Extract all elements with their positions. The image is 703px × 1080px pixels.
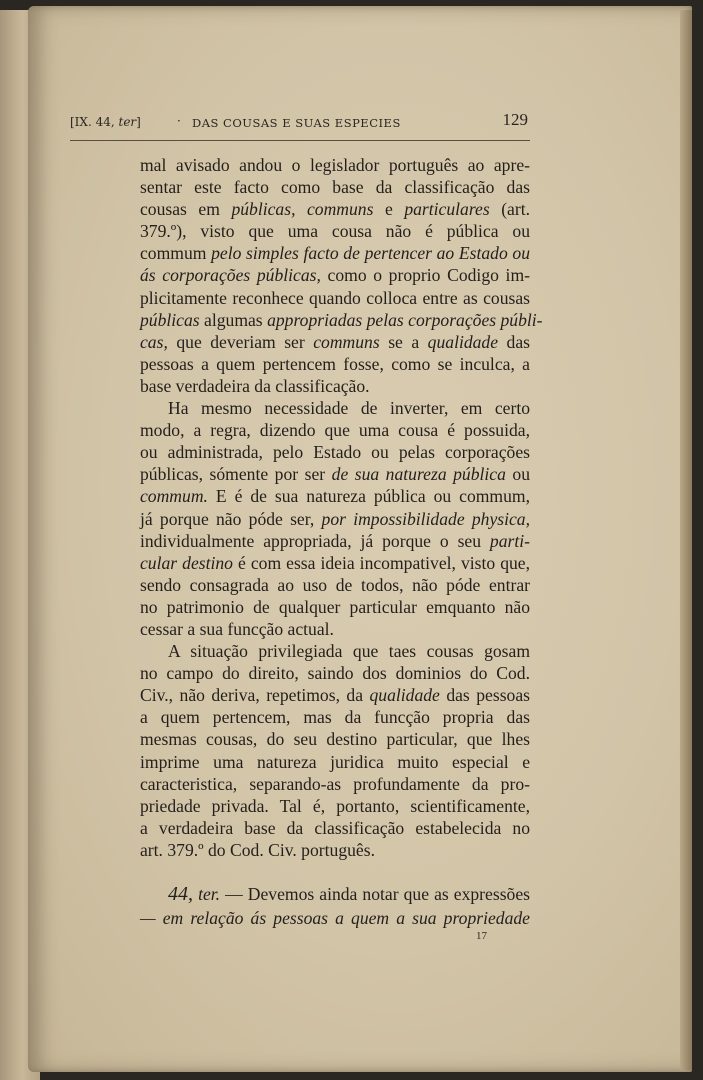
text-run: a verdadeira base da classificação estabelecida no — [140, 817, 530, 838]
text-line — [140, 309, 543, 331]
text-run: sendo consagrada ao uso de todos, não póde entrar — [140, 574, 530, 595]
italic-text: — em relação ás pessoas a quem a sua propriedade — [140, 908, 530, 928]
text-run: que deveriam ser — [167, 331, 314, 352]
text-line — [140, 640, 530, 662]
text-line — [140, 154, 530, 176]
text-run: priedade privada. Tal é, portanto, scientificamente, — [140, 795, 530, 816]
text-line — [140, 773, 530, 795]
section-44-ter — [140, 882, 530, 930]
text-line — [140, 596, 530, 618]
italic-text: qualidade — [427, 331, 499, 352]
italic-text: commum. — [140, 486, 208, 507]
text-run: já porque não póde ser, — [140, 508, 322, 529]
header-title: DAS COUSAS E SUAS ESPECIES — [192, 116, 401, 130]
text-line — [140, 795, 530, 817]
text-line — [140, 353, 530, 375]
text-run: ou — [505, 464, 530, 485]
text-run: públicas, sómente por ser — [140, 464, 332, 485]
italic-text: públicas, communs — [231, 199, 374, 220]
italic-text: de sua natureza pública — [331, 464, 506, 485]
text-line — [140, 264, 530, 286]
italic-text: ás corporações públicas, — [140, 265, 321, 286]
italic-text: particulares — [404, 199, 490, 220]
text-line — [140, 397, 530, 419]
text-line — [140, 751, 530, 773]
header-dot: · — [177, 114, 181, 128]
text-line — [140, 882, 530, 906]
text-run: A situação privilegiada que taes cousas gosam — [168, 641, 530, 662]
italic-text: cular destino — [140, 552, 233, 573]
text-run: Civ., não deriva, repetimos, da — [140, 685, 370, 706]
text-run: Ha mesmo necessidade de inverter, em certo — [168, 398, 530, 419]
text-line — [140, 574, 530, 596]
text-line — [140, 176, 530, 198]
text-run: se a — [379, 331, 428, 352]
text-line — [140, 220, 530, 242]
text-line — [140, 728, 530, 750]
text-line — [140, 530, 530, 552]
body-text — [140, 154, 543, 861]
text-line — [140, 817, 530, 839]
text-line — [140, 706, 530, 728]
italic-text: pelo simples facto de pertencer ao Estado ou — [211, 243, 530, 264]
text-line — [140, 662, 530, 684]
text-run: caracteristica, separando-as profundamente da pro- — [140, 773, 530, 794]
text-run: no patrimonio de qualquer particular emquanto não — [140, 596, 530, 617]
italic-text: parti- — [489, 530, 530, 551]
text-run: a quem pertencem, mas da funcção propria das — [140, 707, 530, 728]
text-line — [140, 463, 530, 485]
italic-text: cas, — [140, 331, 168, 352]
text-run: — Devemos ainda notar que as expressões — [220, 884, 530, 904]
section-number: 44, — [168, 883, 193, 905]
text-run: individualmente appropriada, já porque o seu — [140, 530, 490, 551]
text-run: e — [373, 199, 405, 220]
text-line — [140, 684, 530, 706]
text-line — [140, 485, 530, 507]
text-line — [140, 906, 530, 930]
text-run: 379.º), visto que uma cousa não é pública ou — [140, 221, 530, 242]
text-run: ou administrada, pelo Estado ou pelas corporações — [140, 442, 530, 463]
text-run: modo, a regra, dizendo que uma cousa é possuida, — [140, 420, 530, 441]
italic-text: communs — [313, 331, 380, 352]
italic-text: appropriadas pelas corporações públi- — [267, 309, 543, 330]
text-run: sentar este facto como base da classificação das — [140, 177, 530, 198]
italic-text: qualidade — [369, 685, 440, 706]
text-run: E é de sua natureza pública ou commum, — [207, 486, 530, 507]
text-run: commum — [140, 243, 212, 264]
text-run: no campo do direito, saindo dos dominios do Cod. — [140, 663, 530, 684]
text-run: mal avisado andou o legislador português ao apre- — [140, 155, 530, 175]
text-run: algumas — [199, 309, 268, 330]
text-run: das pessoas — [439, 685, 530, 706]
text-run: pessoas a quem pertencem fosse, como se inculca, a — [140, 353, 530, 374]
text-run: cessar a sua funcção actual. — [140, 618, 334, 639]
text-run: das — [498, 331, 530, 352]
page-number: 129 — [502, 110, 528, 129]
text-run: mesmas cousas, do seu destino particular, que lhes — [140, 729, 530, 750]
text-line — [140, 375, 530, 397]
text-line — [140, 508, 530, 530]
text-run: plicitamente reconhece quando colloca entre as cousas — [140, 287, 530, 308]
page-fore-edge — [680, 10, 692, 1070]
text-run: cousas em — [140, 199, 232, 220]
text-line — [140, 331, 530, 353]
italic-text: ter. — [198, 884, 221, 904]
text-line — [140, 441, 530, 463]
text-run: (art. — [489, 199, 531, 220]
text-run: imprime uma natureza juridica muito especial e — [140, 751, 530, 772]
text-run: como o proprio Codigo im- — [320, 265, 530, 286]
italic-text: por impossibilidade physica, — [321, 508, 531, 529]
text-run: base verdadeira da classificação. — [140, 375, 370, 396]
text-line — [140, 419, 530, 441]
text-line — [140, 198, 530, 220]
text-line — [140, 287, 530, 309]
text-run: art. 379.º do Cod. Civ. português. — [140, 839, 375, 860]
running-header — [70, 110, 530, 140]
signature-mark: 17 — [476, 930, 487, 942]
text-line — [140, 552, 530, 574]
text-run: é com essa ideia incompativel, visto que, — [232, 552, 530, 573]
header-section-ref: [IX. 44, ter] — [70, 115, 141, 129]
italic-text: públicas — [140, 309, 200, 330]
text-line — [140, 839, 530, 861]
text-line — [140, 618, 530, 640]
header-rule — [70, 140, 530, 141]
text-line — [140, 242, 530, 264]
